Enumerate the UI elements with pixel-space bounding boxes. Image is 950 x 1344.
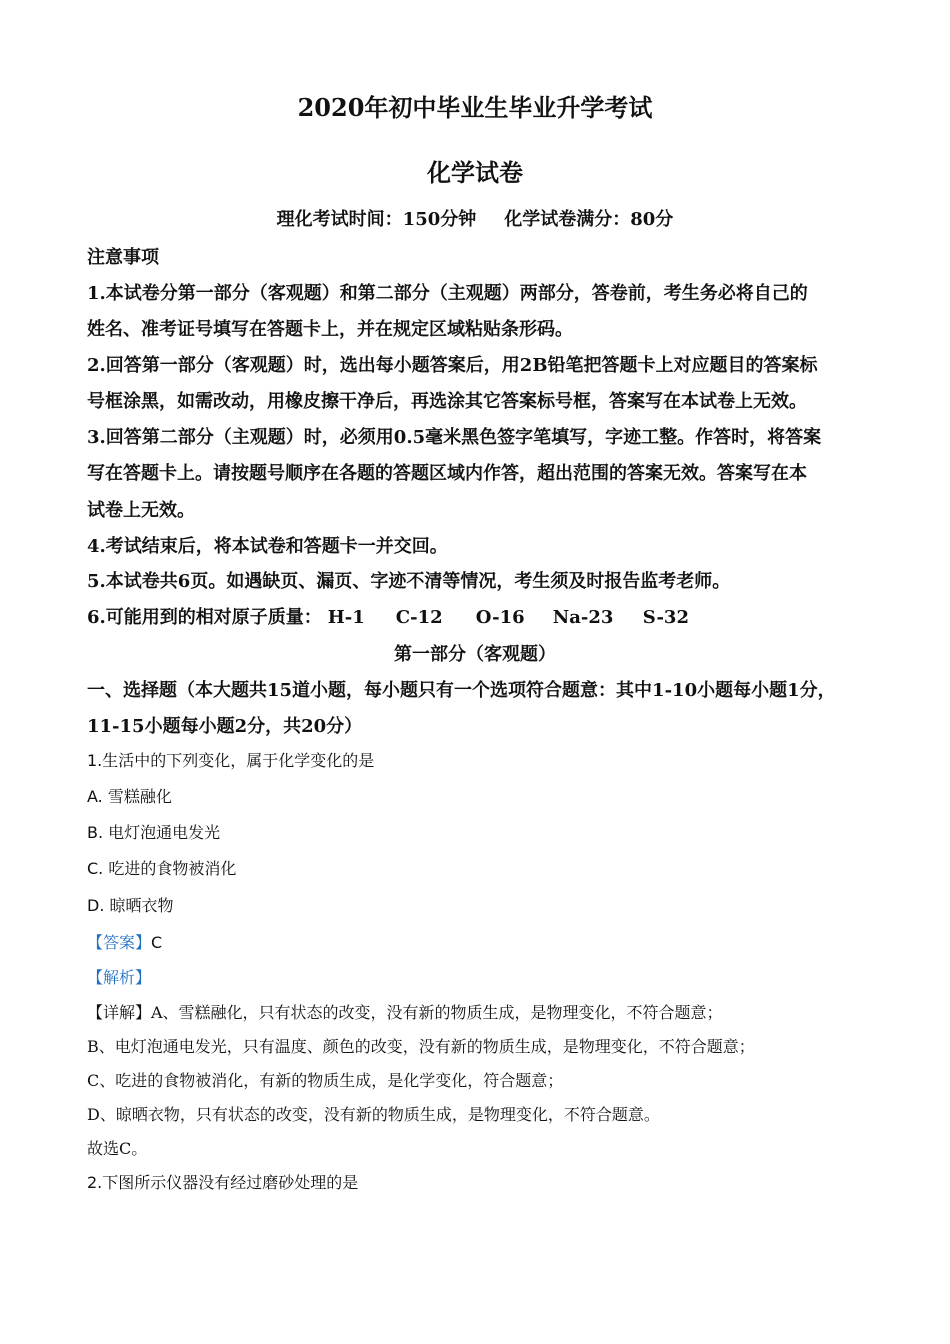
question-1-answer <box>87 930 162 953</box>
notice-line: 试卷上无效。 <box>87 500 195 521</box>
analysis-label: 【解析】 <box>87 968 152 987</box>
exam-meta <box>0 205 950 231</box>
notice-line: 5.本试卷共6页。如遇缺页、漏页、字迹不清等情况，考生须及时报告监考老师。 <box>87 571 731 592</box>
atomic-mass-c: C-12 <box>395 607 443 628</box>
exam-full-score: 化学试卷满分：80分 <box>504 209 674 230</box>
question-1-option-c: C. 吃进的食物被消化 <box>87 859 237 878</box>
notice-line: 3.回答第二部分（主观题）时，必须用0.5毫米黑色签字笔填写，字迹工整。作答时，将答案 <box>87 427 822 448</box>
atomic-mass-h: H-1 <box>327 607 365 628</box>
atomic-mass-na: Na-23 <box>552 607 614 628</box>
notice-heading: 注意事项 <box>87 247 159 268</box>
notice-line: 1.本试卷分第一部分（客观题）和第二部分（主观题）两部分，答卷前，考生务必将自己的 <box>87 283 808 304</box>
section-heading-line1: 一、选择题（本大题共15道小题，每小题只有一个选项符合题意：其中1-10小题每小题1分， <box>87 680 836 701</box>
notice-line: 姓名、准考证号填写在答题卡上，并在规定区域粘贴条形码。 <box>87 319 573 340</box>
notice-line: 4.考试结束后，将本试卷和答题卡一并交回。 <box>87 536 448 557</box>
exam-title: 2020年初中毕业生毕业升学考试 <box>297 93 653 122</box>
explanation-line: B、电灯泡通电发光，只有温度、颜色的改变，没有新的物质生成，是物理变化，不符合题意； <box>87 1037 755 1056</box>
explanation-line: 【详解】A、雪糕融化，只有状态的改变，没有新的物质生成，是物理变化，不符合题意； <box>87 1003 723 1022</box>
exam-subtitle: 化学试卷 <box>427 158 523 187</box>
answer-value: C <box>151 933 163 952</box>
notice-line: 写在答题卡上。请按题号顺序在各题的答题区域内作答，超出范围的答案无效。答案写在本 <box>87 463 807 484</box>
explanation-line: C、吃进的食物被消化，有新的物质生成，是化学变化，符合题意； <box>87 1071 564 1090</box>
question-1-option-d: D. 晾晒衣物 <box>87 896 174 915</box>
notice-line: 号框涂黑，如需改动，用橡皮擦干净后，再选涂其它答案标号框，答案写在本试卷上无效。 <box>87 391 807 412</box>
part1-heading: 第一部分（客观题） <box>394 644 556 665</box>
section-heading-line2: 11-15小题每小题2分，共20分） <box>87 716 363 737</box>
question-1-stem: 1.生活中的下列变化，属于化学变化的是 <box>87 751 375 770</box>
atomic-mass-label: 6.可能用到的相对原子质量： <box>87 607 322 628</box>
atomic-mass-s: S-32 <box>642 607 689 628</box>
question-1-option-b: B. 电灯泡通电发光 <box>87 823 221 842</box>
explanation-line: D、晾晒衣物，只有状态的改变，没有新的物质生成，是物理变化，不符合题意。 <box>87 1105 660 1124</box>
question-1-option-a: A. 雪糕融化 <box>87 787 172 806</box>
question-2-stem: 2.下图所示仪器没有经过磨砂处理的是 <box>87 1173 359 1192</box>
answer-label: 【答案】 <box>87 933 152 952</box>
explanation-line: 故选C。 <box>87 1139 148 1158</box>
atomic-mass-o: O-16 <box>475 607 525 628</box>
exam-time: 理化考试时间：150分钟 <box>276 209 477 230</box>
notice-line: 2.回答第一部分（客观题）时，选出每小题答案后，用2B铅笔把答题卡上对应题目的答案标 <box>87 355 818 376</box>
atomic-mass-line <box>87 603 689 629</box>
